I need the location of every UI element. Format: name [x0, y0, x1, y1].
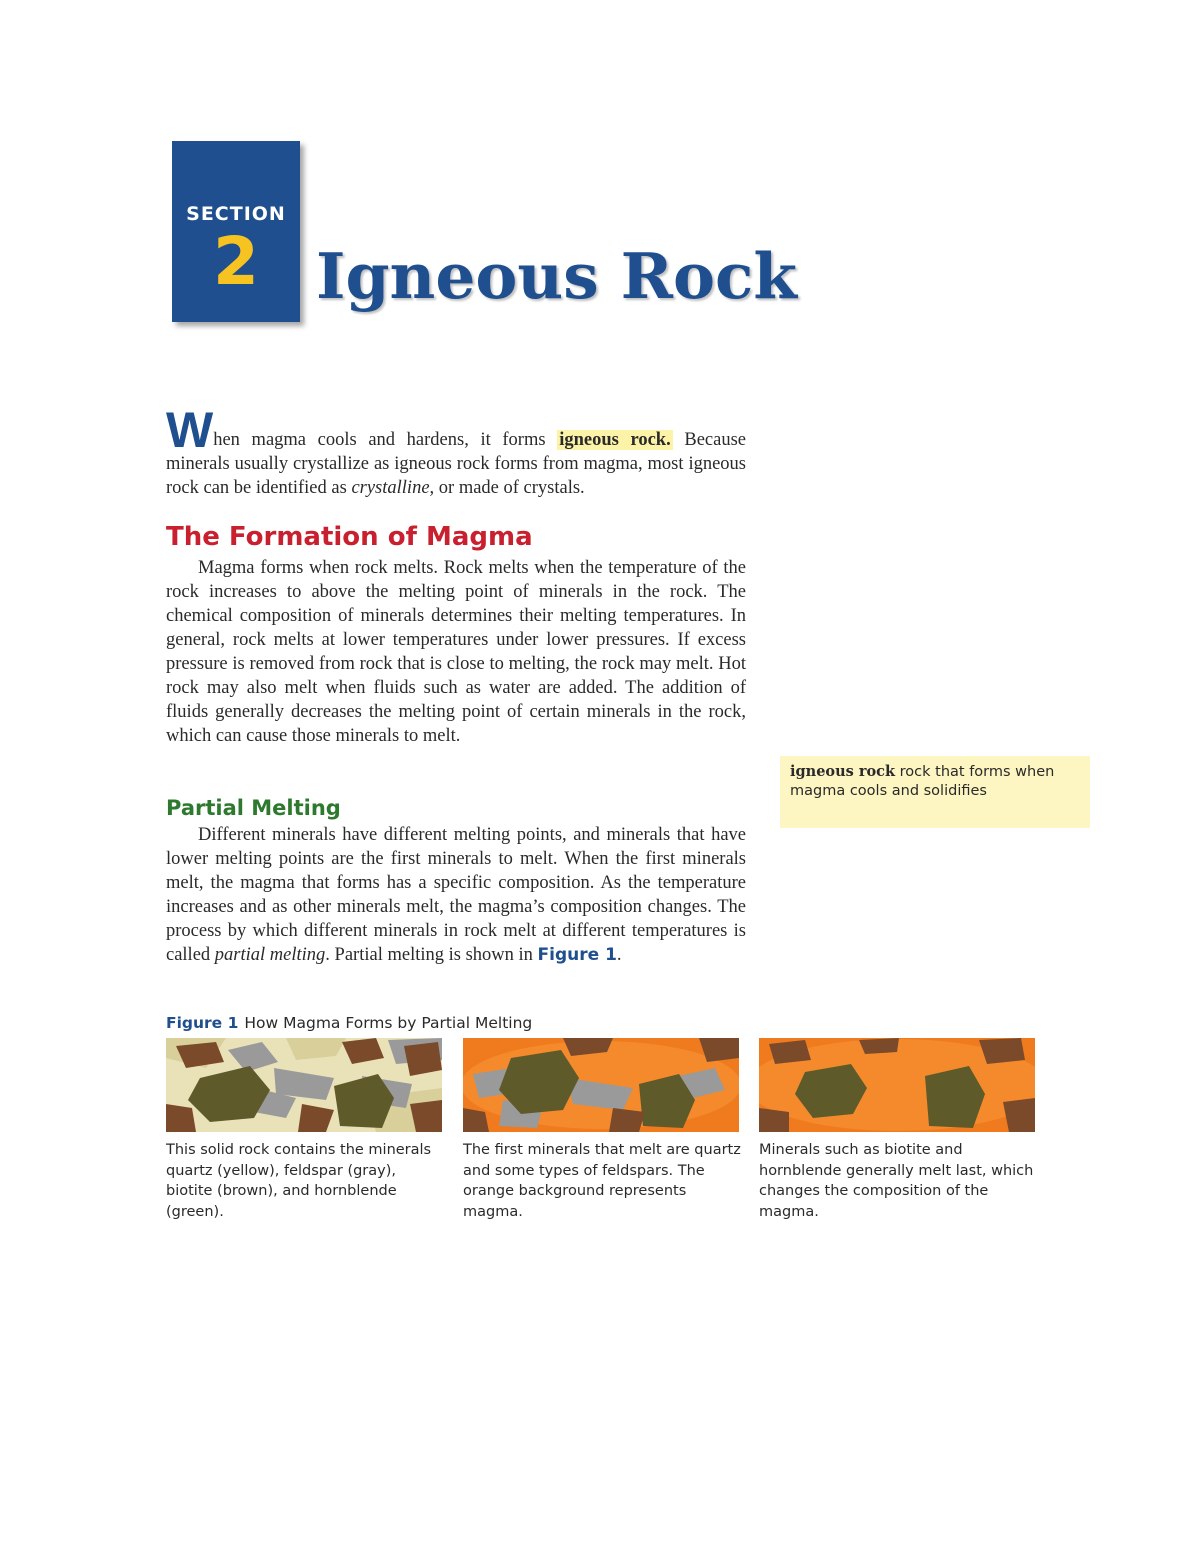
partial-melting-italic: partial melting: [214, 945, 326, 965]
solid-rock-illustration: [166, 1038, 442, 1132]
heading-formation-of-magma: The Formation of Magma: [166, 522, 533, 552]
partial-melting-text: Different minerals have different melting points, and minerals that have lower melting points are the first minerals to melt. When the first minerals melt, the magma that forms has a specific composition. As the temperature increases and as other minerals melt, the magma’s composition changes. The process by which different minerals in rock melt at different temperatures is called: [166, 825, 746, 965]
figure-label: Figure 1: [166, 1014, 239, 1032]
last-melt-illustration: [759, 1038, 1035, 1132]
glossary-definition: rock that forms when magma cools and solidifies: [790, 764, 1055, 799]
section-label: SECTION: [186, 203, 286, 225]
figure-caption: [166, 1012, 532, 1034]
figure-title: How Magma Forms by Partial Melting: [244, 1014, 533, 1032]
section-number: 2: [213, 223, 259, 300]
panel-caption-solid-rock: This solid rock contains the minerals quartz (yellow), feldspar (gray), biotite (brown), and hornblende (green).: [166, 1142, 432, 1220]
figure-panel-first-melt: [463, 1038, 739, 1132]
intro-text: hen magma cools and hardens, it forms: [213, 430, 558, 450]
figure-reference-link[interactable]: Figure 1: [537, 945, 617, 965]
drop-cap: W: [166, 402, 214, 458]
panel-caption-first-melt: The first minerals that melt are quartz and some types of feldspars. The orange background represents magma.: [463, 1142, 741, 1220]
glossary-box: [780, 756, 1090, 828]
heading-partial-melting: Partial Melting: [166, 796, 341, 820]
first-melt-illustration: [463, 1038, 739, 1132]
formation-paragraph: Magma forms when rock melts. Rock melts when the temperature of the rock increases to above the melting point of minerals in the rock. The chemical composition of minerals determines their melting temperatures. In general, rock melts at lower temperatures under lower pressures. If excess pressure is removed from rock that is close to melting, the rock may melt. Hot rock may also melt when fluids such as water are added. The addition of fluids generally decreases the melting point of certain minerals in the rock, which can cause those minerals to melt.: [166, 558, 746, 746]
panel-caption-last-melt: Minerals such as biotite and hornblende generally melt last, which changes the composition of the magma.: [759, 1142, 1034, 1220]
highlighted-term[interactable]: igneous rock.: [559, 430, 671, 450]
figure-panel-last-melt: [759, 1038, 1035, 1132]
glossary-term: igneous rock: [790, 763, 896, 780]
partial-melting-text: . Partial melting is shown in: [325, 945, 538, 965]
intro-paragraph: [166, 402, 746, 500]
figure-panel-solid-rock: [166, 1038, 442, 1132]
intro-text: Because minerals usually crystallize as igneous rock forms from magma, most igneous rock can be identified as: [166, 430, 746, 498]
partial-melting-text: .: [616, 945, 622, 965]
intro-text: , or made of crystals.: [429, 478, 585, 498]
intro-italic: crystalline: [351, 478, 430, 498]
section-badge: [172, 141, 300, 322]
page-title: Igneous Rock: [316, 239, 798, 313]
partial-melting-paragraph: [166, 823, 746, 967]
